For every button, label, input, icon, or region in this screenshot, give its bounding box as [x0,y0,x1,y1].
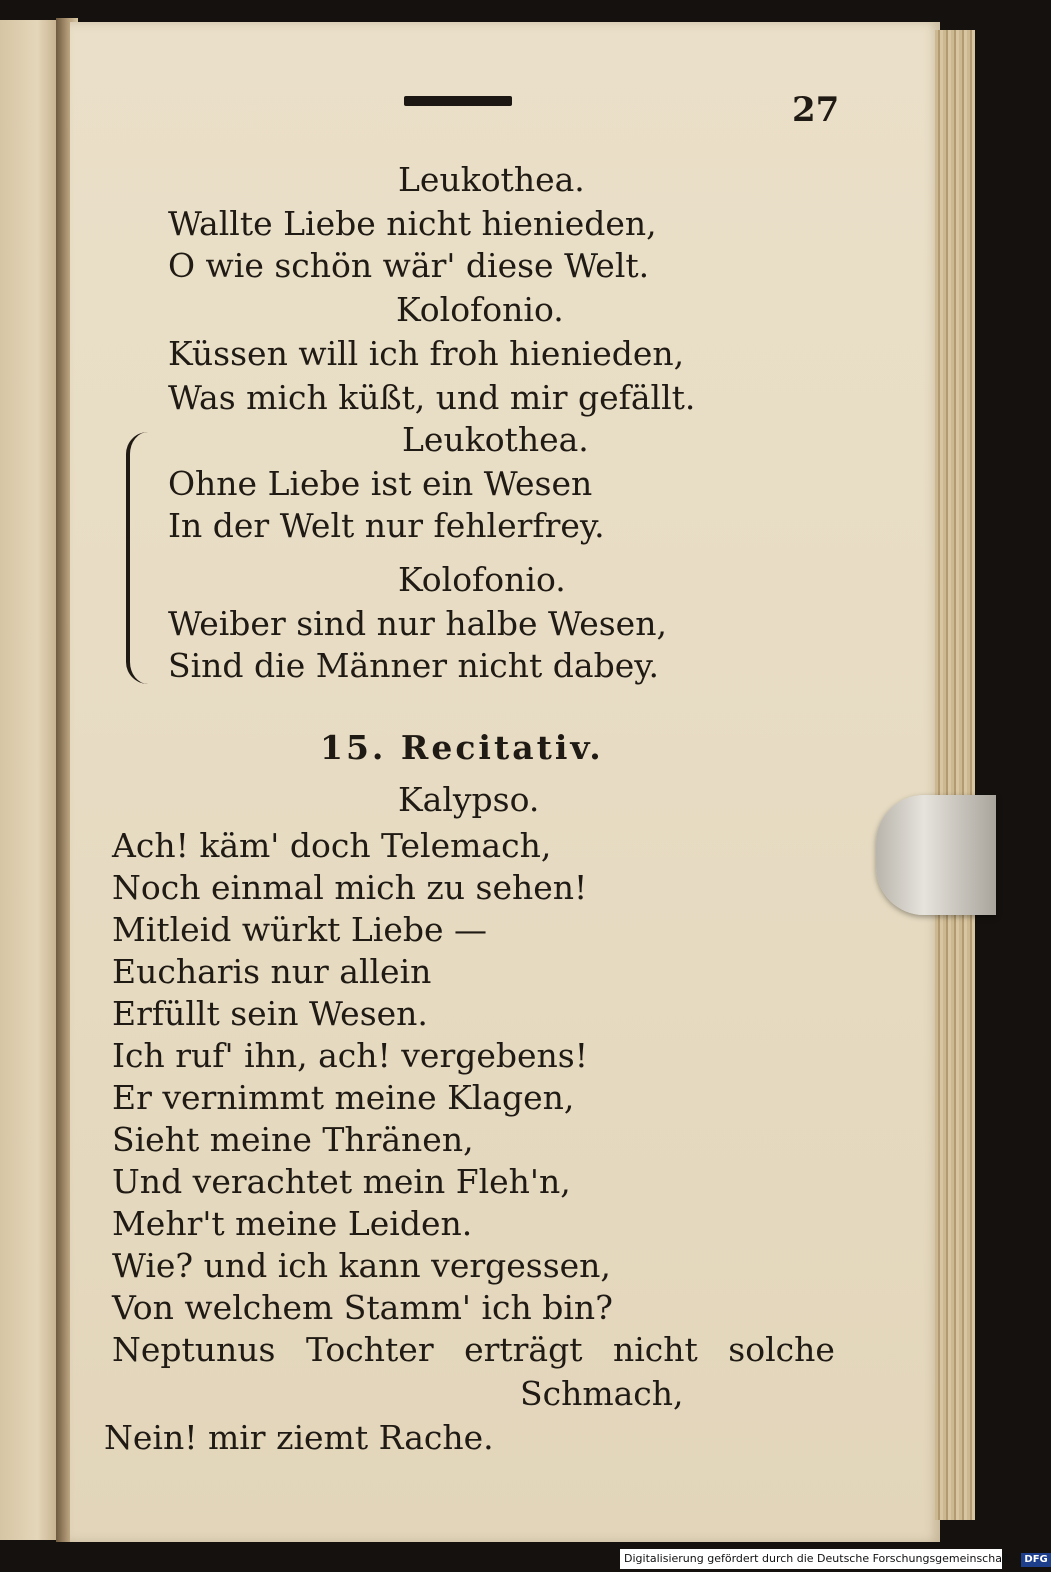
recitative-line: Ach! käm' doch Telemach, [112,826,552,865]
verse-line: Wallte Liebe nicht hienieden, [168,204,657,243]
recitative-line: Von welchem Stamm' ich bin? [112,1288,613,1327]
header-rule [404,96,512,106]
recitative-line: Noch einmal mich zu sehen! [112,868,588,907]
recitative-line: Eucharis nur allein [112,952,432,991]
recitative-line: Nein! mir ziemt Rache. [104,1418,494,1457]
speaker-name: Leukothea. [398,160,585,199]
page-number: 27 [792,90,840,130]
recitative-line: Erfüllt sein Wesen. [112,994,428,1033]
verse-line: Sind die Männer nicht dabey. [168,646,659,685]
recitative-line: Mitleid würkt Liebe — [112,910,488,949]
speaker-name: Kolofonio. [398,560,566,599]
page-edges [935,30,975,1520]
recitative-line: Mehr't meine Leiden. [112,1204,473,1243]
recitative-line: Er vernimmt meine Klagen, [112,1078,575,1117]
recitative-line: Ich ruf' ihn, ach! vergebens! [112,1036,588,1075]
verse-line: Was mich küßt, und mir gefällt. [168,378,696,417]
verse-line: Küssen will ich froh hienieden, [168,334,685,373]
speaker-name: Kalypso. [398,780,540,819]
verse-line: O wie schön wär' diese Welt. [168,246,650,285]
recitative-line: Neptunus Tochter erträgt nicht solche [112,1330,835,1369]
speaker-name: Kolofonio. [396,290,564,329]
bracket-mark [126,432,158,684]
page-clip [876,795,996,915]
digitization-footer [620,1549,1048,1569]
verse-line: Weiber sind nur halbe Wesen, [168,604,667,643]
verse-line: Ohne Liebe ist ein Wesen [168,464,593,503]
footer-text: Digitalisierung gefördert durch die Deutsche Forschungsgemeinschaft - [624,1552,1018,1565]
recitative-line: Und verachtet mein Fleh'n, [112,1162,571,1201]
recitative-line: Sieht meine Thränen, [112,1120,474,1159]
verse-line: In der Welt nur fehlerfrey. [168,506,605,545]
left-page-edge [0,20,62,1540]
dfg-logo: DFG [1021,1553,1050,1567]
speaker-name: Leukothea. [402,420,589,459]
recitative-line: Wie? und ich kann vergessen, [112,1246,611,1285]
section-title: 15. Recitativ. [320,728,604,767]
recitative-line: Schmach, [520,1374,684,1413]
